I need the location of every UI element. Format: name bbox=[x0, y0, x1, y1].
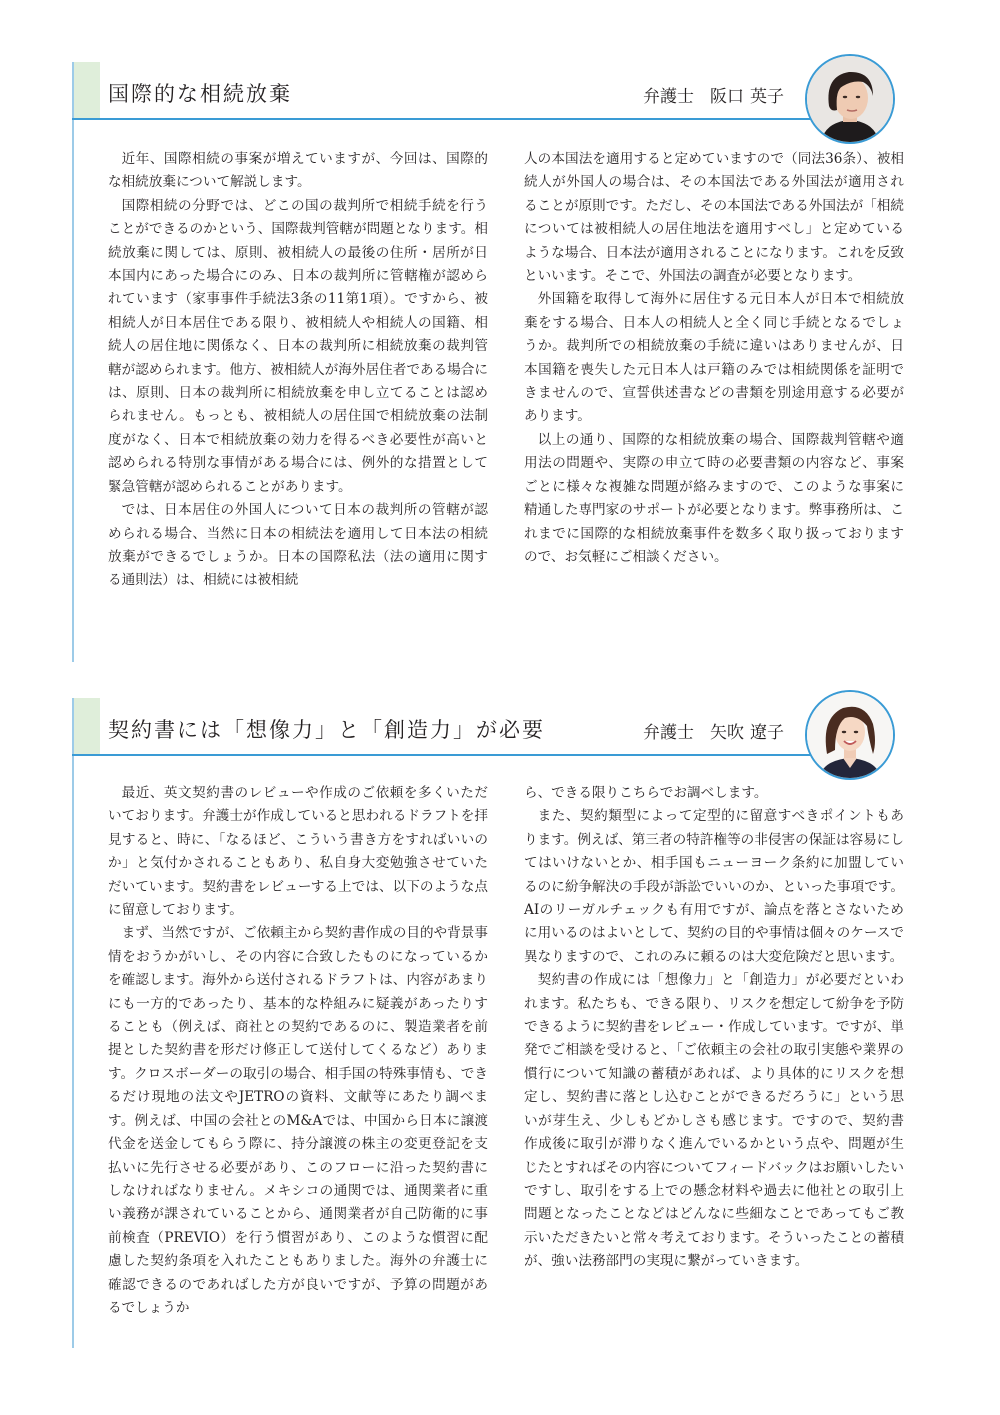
article-contract-imagination-creativity bbox=[72, 698, 932, 1348]
paragraph: また、契約類型によって定型的に留意すべきポイントもあります。例えば、第三者の特許権等の非侵害の保証は容易にしてはいけないとか、相手国もニューヨーク条約に加盟しているのに紛争解決の手段が訴訟でいいのか、といった事項です。AIのリーガルチェックも有用ですが、論点を落とさないために用いるのはよいとして、契約の目的や事情は個々のケースで異なりますので、これのみに頼るのは大変危険だと思います。 bbox=[524, 808, 904, 965]
author-photo bbox=[805, 54, 895, 144]
paragraph: 契約書の作成には「想像力」と「創造力」が必要だといわれます。私たちも、できる限り、リスクを想定して紛争を予防できるように契約書をレビュー・作成しています。ですが、単発でご相談を受けると、「ご依頼主の会社の取引実態や業界の慣行について知識の蓄積があれば、より具体的にリスクを想定し、契約書に落とし込むことができるだろうに」という思いが芽生え、少しもどかしさも感じます。ですので、契約書作成後に取引が滞りなく進んでいるかという点や、問題が生じたとすればその内容についてフィードバックはお願いしたいですし、取引をする上での懸念材料や過去に他社との取引上問題となったことなどはどんなに些細なことであってもご教示いただきたいと常々考えております。そういったことの蓄積が、強い法務部門の実現に繋がっていきます。 bbox=[524, 972, 904, 1270]
paragraph: まず、当然ですが、ご依頼主から契約書作成の目的や背景事情をおうかがいし、その内容に合致したものになっているかを確認します。海外から送付されるドラフトは、内容があまりにも一方的であったり、基本的な枠組みに疑義があったりすることも（例えば、商社との契約であるのに、製造業者を前提とした契約書を形だけ修正して送付してくるなど）あります。クロスボーダーの取引の場合、相手国の特殊事情も、できるだけ現地の法文やJETROの資料、文献等にあたり調べます。例えば、中国の会社とのM&Aでは、中国から日本に譲渡代金を送金してもらう際に、持分譲渡の株主の変更登記を支払いに先行させる必要があり、このフローに沿った契約書にしなければなりません。メキシコの通関では、通関業者に重い義務が課されていることから、通関業者が自己防衛的に事前検査（PREVIO）を行う慣習があり、このような慣習に配慮した契約条項を入れたこともありました。海外の弁護士に確認できるのであればした方が良いですが、予算の問題があるでしょうか bbox=[108, 925, 488, 1316]
portrait-woman-short-hair-icon bbox=[807, 56, 893, 142]
paragraph: 以上の通り、国際的な相続放棄の場合、国際裁判管轄や適用法の問題や、実際の申立て時の必要書類の内容など、事案ごとに様々な複雑な問題が絡みますので、このような事案に精通した専門家のサポートが必要となります。弊事務所は、これまでに国際的な相続放棄事件を数多く取り扱っておりますので、お気軽にご相談ください。 bbox=[524, 431, 904, 565]
article-body bbox=[108, 782, 904, 1320]
title-underline-rule bbox=[72, 118, 812, 120]
title-highlight-block bbox=[74, 62, 100, 118]
paragraph: 最近、英文契約書のレビューや作成のご依頼を多くいただいております。弁護士が作成していると思われるドラフトを拝見すると、時に、「なるほど、こういう書き方をすればいいのか」と気付かされることもあり、私自身大変勉強させていただいています。契約書をレビューする上では、以下のような点に留意しております。 bbox=[108, 785, 488, 919]
title-underline-rule bbox=[72, 754, 812, 756]
author-given-name: 遼子 bbox=[750, 723, 784, 743]
author-byline bbox=[643, 82, 784, 107]
body-column-right bbox=[524, 782, 904, 1320]
article-title: 契約書には「想像力」と「創造力」が必要 bbox=[108, 718, 545, 742]
author-given-name: 英子 bbox=[750, 87, 784, 107]
paragraph: 外国籍を取得して海外に居住する元日本人が日本で相続放棄をする場合、日本人の相続人と全く同じ手続となるでしょうか。裁判所での相続放棄の手続に違いはありませんが、日本国籍を喪失した元日本人は戸籍のみでは相続関係を証明できませんので、宣誓供述書などの書類を別途用意する必要があります。 bbox=[524, 291, 904, 425]
article-body bbox=[108, 148, 904, 593]
paragraph: 人の本国法を適用すると定めていますので（同法36条）、被相続人が外国人の場合は、その本国法である外国法が適用されることが原則です。ただし、その本国法である外国法が「相続については被相続人の居住地法を適用すべし」と定めているような場合、日本法が適用されることになります。これを反致といいます。そこで、外国法の調査が必要となります。 bbox=[524, 151, 904, 285]
article-international-inheritance-renunciation bbox=[72, 62, 932, 662]
body-column-left bbox=[108, 148, 488, 593]
frame-left-line bbox=[72, 698, 74, 1348]
body-column-right bbox=[524, 148, 904, 593]
author-photo bbox=[805, 690, 895, 780]
paragraph: では、日本居住の外国人について日本の裁判所の管轄が認められる場合、当然に日本の相続法を適用して日本法の相続放棄ができるでしょうか。日本の国際私法（法の適用に関する通則法）は、相続には被相続 bbox=[108, 502, 488, 589]
portrait-woman-smiling-icon bbox=[807, 692, 893, 778]
body-column-left bbox=[108, 782, 488, 1320]
author-surname: 阪口 bbox=[710, 87, 744, 107]
title-highlight-block bbox=[74, 698, 100, 754]
paragraph: 近年、国際相続の事案が増えていますが、今回は、国際的な相続放棄について解説します。 bbox=[108, 151, 488, 191]
paragraph: 国際相続の分野では、どこの国の裁判所で相続手続を行うことができるのかという、国際裁判管轄が問題となります。相続放棄に関しては、原則、被相続人の最後の住所・居所が日本国内にあった場合にのみ、日本の裁判所に管轄権が認められています（家事事件手続法3条の11第1項）。ですから、被相続人が日本居住である限り、被相続人や相続人の国籍、相続人の居住地に関係なく、日本の裁判所に相続放棄の裁判管轄が認められます。他方、被相続人が海外居住者である場合には、原則、日本の裁判所に相続放棄を申し立てることは認められません。もっとも、被相続人の居住国で相続放棄の法制度がなく、日本で相続放棄の効力を得るべき必要性が高いと認められる特別な事情がある場合には、例外的な措置として緊急管轄が認められることがあります。 bbox=[108, 197, 488, 495]
frame-left-line bbox=[72, 62, 74, 662]
author-byline bbox=[643, 718, 784, 743]
author-role: 弁護士 bbox=[643, 87, 694, 107]
author-role: 弁護士 bbox=[643, 723, 694, 743]
author-surname: 矢吹 bbox=[710, 723, 744, 743]
paragraph: ら、できる限りこちらでお調べします。 bbox=[524, 785, 768, 801]
article-title: 国際的な相続放棄 bbox=[108, 82, 292, 106]
